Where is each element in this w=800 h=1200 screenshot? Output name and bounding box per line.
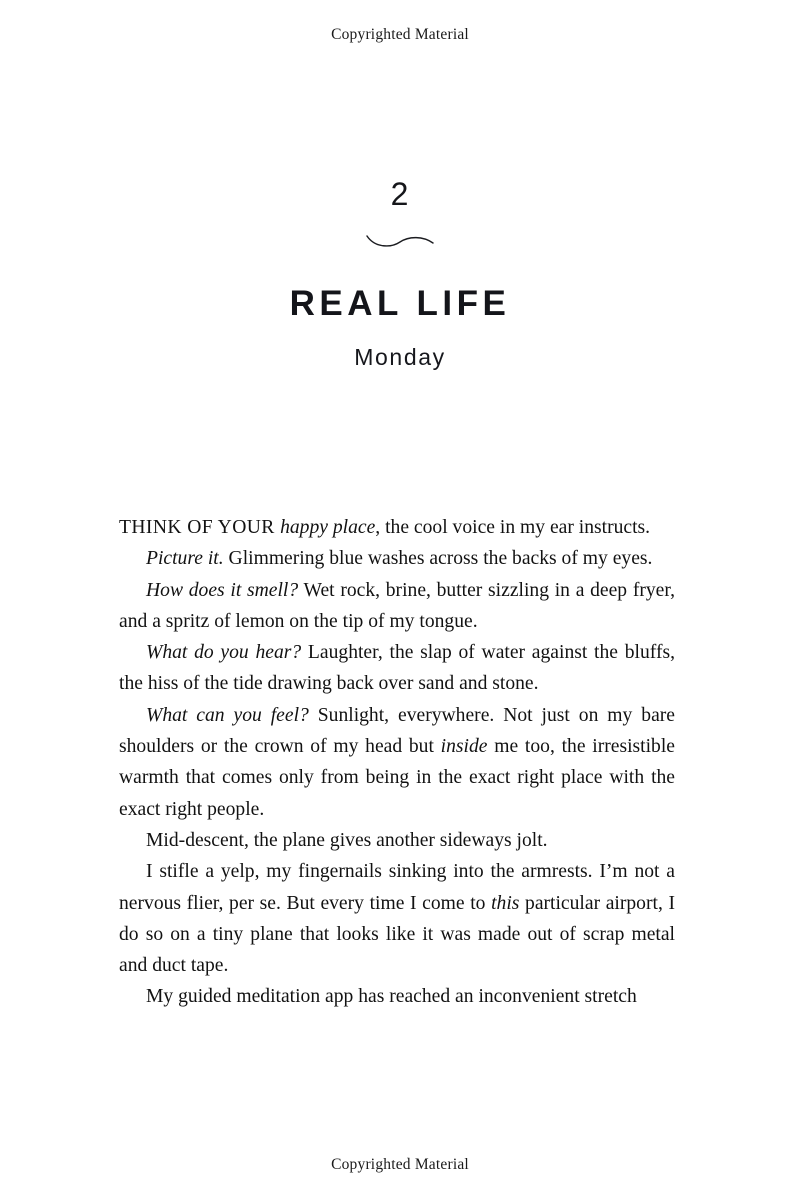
body-paragraph [119,700,675,825]
body-paragraph [119,637,675,700]
chapter-body-text [119,512,675,1013]
text-run: Mid-descent, the plane gives another sideways jolt. [146,829,548,851]
chapter-subtitle: Monday [354,343,446,370]
chapter-heading-block [0,178,800,371]
text-run: Sunlight, everywhere. Not just on my bare shoulders or the crown of my head but [119,704,675,758]
body-paragraph [119,543,675,574]
copyright-watermark-bottom: Copyrighted Material [331,1156,469,1173]
text-run: particular airport, I do so on a tiny plane that looks like it was made out of scrap metal and duct tape. [119,892,675,977]
italic-run: What do you hear? [146,642,302,664]
body-paragraph [119,856,675,981]
text-run: Laughter, the slap of water against the bluffs, the hiss of the tide drawing back over sand and stone. [119,642,675,695]
small-caps-run: THINK OF YOUR [119,517,281,538]
text-run: Wet rock, brine, butter sizzling in a deep fryer, and a spritz of lemon on the tip of my tongue. [119,579,676,632]
italic-run: What can you feel? [146,704,309,726]
text-run: My guided meditation app has reached an inconvenient stretch [146,986,637,1008]
chapter-number: 2 [390,176,410,212]
italic-run: inside [440,736,488,758]
text-run: , the cool voice in my ear instructs. [375,517,651,538]
italic-run: this [491,892,520,914]
italic-run: happy place [280,517,376,538]
italic-run: How does it smell? [146,579,299,601]
copyright-watermark-top: Copyrighted Material [331,26,469,43]
chapter-title: REAL LIFE [289,284,511,323]
body-paragraph [119,981,675,1012]
text-run: me too, the irresistible warmth that comes only from being in the exact right place with the exact right people. [119,736,675,820]
body-paragraph [119,825,675,856]
text-run: Glimmering blue washes across the backs of my eyes. [223,548,653,570]
swash-ornament-icon [365,232,435,250]
body-paragraph [119,512,675,543]
body-paragraph [119,575,675,638]
text-run: I stifle a yelp, my fingernails sinking into the armrests. I’m not a nervous flier, per se. But every time I come to [119,861,675,914]
italic-run: Picture it. [146,548,224,570]
